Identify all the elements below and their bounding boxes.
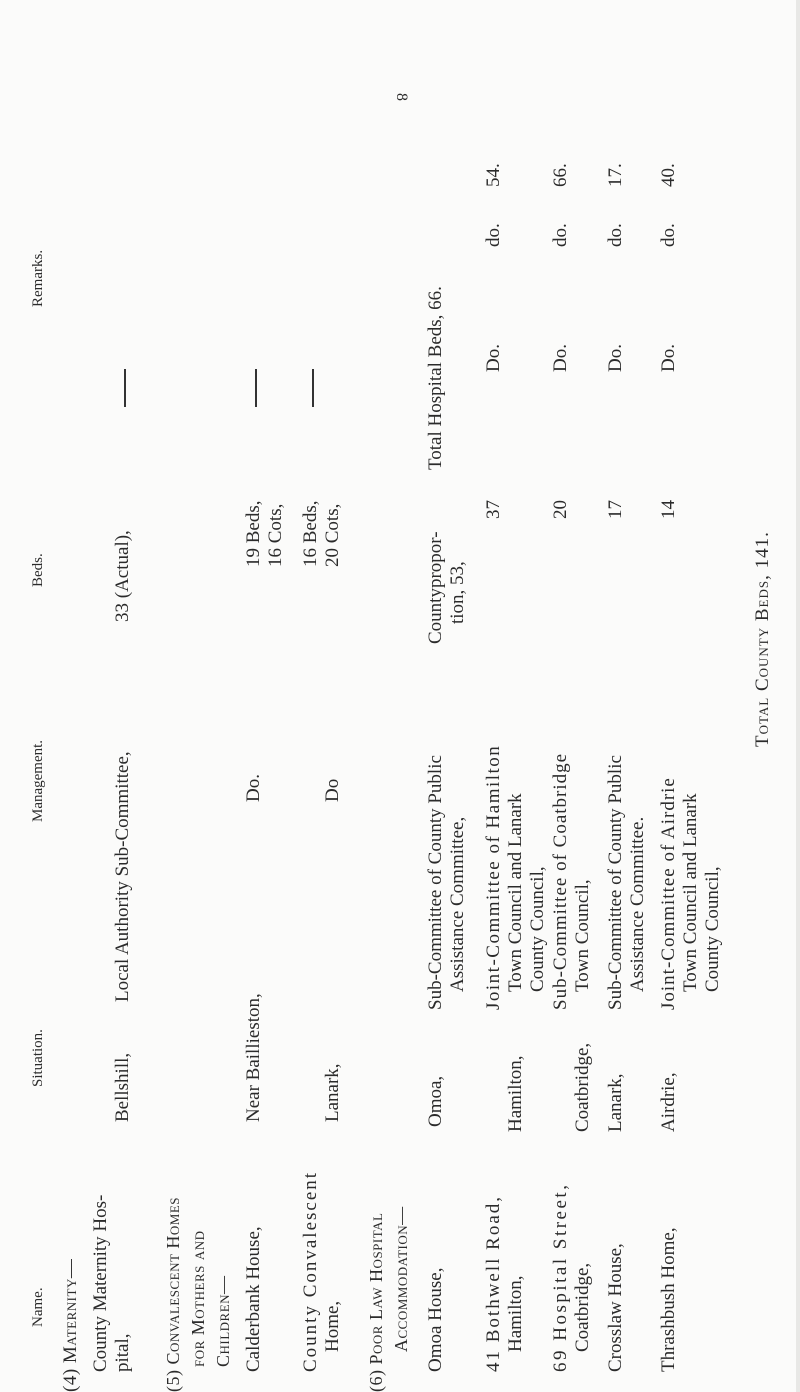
- row-beds: 17: [605, 500, 626, 519]
- header-situation: Situation.: [30, 1029, 46, 1087]
- row-beds: 20: [550, 500, 571, 519]
- row-cots: 20 Cots,: [322, 503, 343, 567]
- row-management-cont: County Council,: [702, 866, 723, 992]
- row-management: Do.: [243, 774, 264, 802]
- total-county-beds: Total County Beds, 141.: [752, 531, 773, 747]
- row-management: Local Authority Sub-Committee,: [112, 751, 133, 1002]
- row-name: County Convalescent: [300, 1170, 321, 1372]
- row-management-cont: Town Council and Lanark: [505, 793, 526, 992]
- header-name: Name.: [30, 1287, 46, 1327]
- row-remarks-do: Do.: [605, 344, 626, 372]
- row-name: 41 Bothwell Road,: [483, 1194, 504, 1372]
- row-remarks-dash: [312, 369, 314, 407]
- row-management-cont: Assistance Committee,: [447, 816, 468, 992]
- row-name-cont: Home,: [322, 1300, 343, 1352]
- row-remarks-dash: [124, 369, 126, 407]
- row-remarks: Total Hospital Beds, 66.: [425, 286, 446, 470]
- row-remarks-do: do.: [605, 223, 626, 247]
- page-number: 8: [393, 93, 410, 101]
- section-heading: (4) Maternity—: [60, 1258, 81, 1392]
- row-remarks-do: do.: [658, 223, 679, 247]
- row-management: Sub-Committee of County Public: [605, 755, 626, 1010]
- row-name: 69 Hospital Street,: [550, 1182, 571, 1372]
- row-remarks-do: Do.: [658, 344, 679, 372]
- row-management: Sub-Committee of Coatbridge: [550, 752, 571, 1010]
- row-remarks-value: 54.: [483, 163, 504, 187]
- section-heading: (5) Convalescent Homes: [163, 1196, 183, 1392]
- row-management-cont: Town Council,: [572, 879, 593, 992]
- row-beds: 33 (Actual),: [112, 530, 133, 622]
- row-situation: Lanark,: [322, 1063, 343, 1122]
- row-management-cont: County Council,: [527, 866, 548, 992]
- row-management: Do: [322, 778, 343, 802]
- row-remarks-do: do.: [483, 223, 504, 247]
- row-beds: 19 Beds,: [243, 500, 264, 567]
- row-name: Thrashbush Home,: [658, 1227, 679, 1372]
- row-beds: Countypropor-: [425, 531, 446, 644]
- row-situation: Hamilton,: [505, 1055, 526, 1132]
- row-management: Joint-Committee of Hamilton: [483, 744, 504, 1010]
- section-heading-cont: Children—: [213, 1275, 233, 1367]
- row-situation: Lanark,: [605, 1073, 626, 1132]
- row-remarks-do: Do.: [550, 344, 571, 372]
- header-management: Management.: [30, 739, 46, 822]
- row-remarks-value: 17.: [605, 163, 626, 187]
- row-situation: Omoa,: [425, 1075, 446, 1127]
- header-remarks: Remarks.: [30, 249, 46, 307]
- row-management-cont: Assistance Committee.: [627, 816, 648, 992]
- row-remarks-value: 66.: [550, 163, 571, 187]
- row-remarks-dash: [255, 369, 257, 407]
- row-management: Sub-Committee of County Public: [425, 755, 446, 1010]
- row-name: Calderbank House,: [243, 1226, 264, 1372]
- section-heading-cont: for Mothers and: [188, 1230, 208, 1367]
- row-name-cont: pital,: [112, 1333, 133, 1372]
- section-heading-cont: Accommodation—: [391, 1206, 411, 1352]
- row-situation: Airdrie,: [658, 1072, 679, 1132]
- row-name-cont: Coatbridge,: [572, 1262, 593, 1352]
- row-remarks-do: Do.: [483, 344, 504, 372]
- header-beds: Beds.: [30, 553, 46, 587]
- row-beds: 16 Beds,: [300, 500, 321, 567]
- row-situation: Near Baillieston,: [243, 993, 264, 1122]
- row-beds: 14: [658, 500, 679, 519]
- page-edge: [796, 0, 800, 1392]
- row-beds-cont: tion, 53,: [447, 561, 468, 624]
- row-remarks-do: do.: [550, 223, 571, 247]
- row-cots: 16 Cots,: [265, 503, 286, 567]
- row-name-cont: Hamilton,: [505, 1275, 526, 1352]
- row-situation: Coatbridge,: [572, 1042, 593, 1132]
- row-management: Joint-Committee of Airdrie: [658, 777, 679, 1010]
- row-name: Crosslaw House,: [605, 1243, 626, 1372]
- row-beds: 37: [483, 500, 504, 519]
- row-situation: Bellshill,: [112, 1052, 133, 1122]
- row-remarks-value: 40.: [658, 163, 679, 187]
- row-name: Omoa House,: [425, 1267, 446, 1372]
- row-management-cont: Town Council and Lanark: [680, 793, 701, 992]
- row-name: County Maternity Hos-: [90, 1194, 111, 1372]
- section-heading: (6) Poor Law Hospital: [366, 1212, 386, 1392]
